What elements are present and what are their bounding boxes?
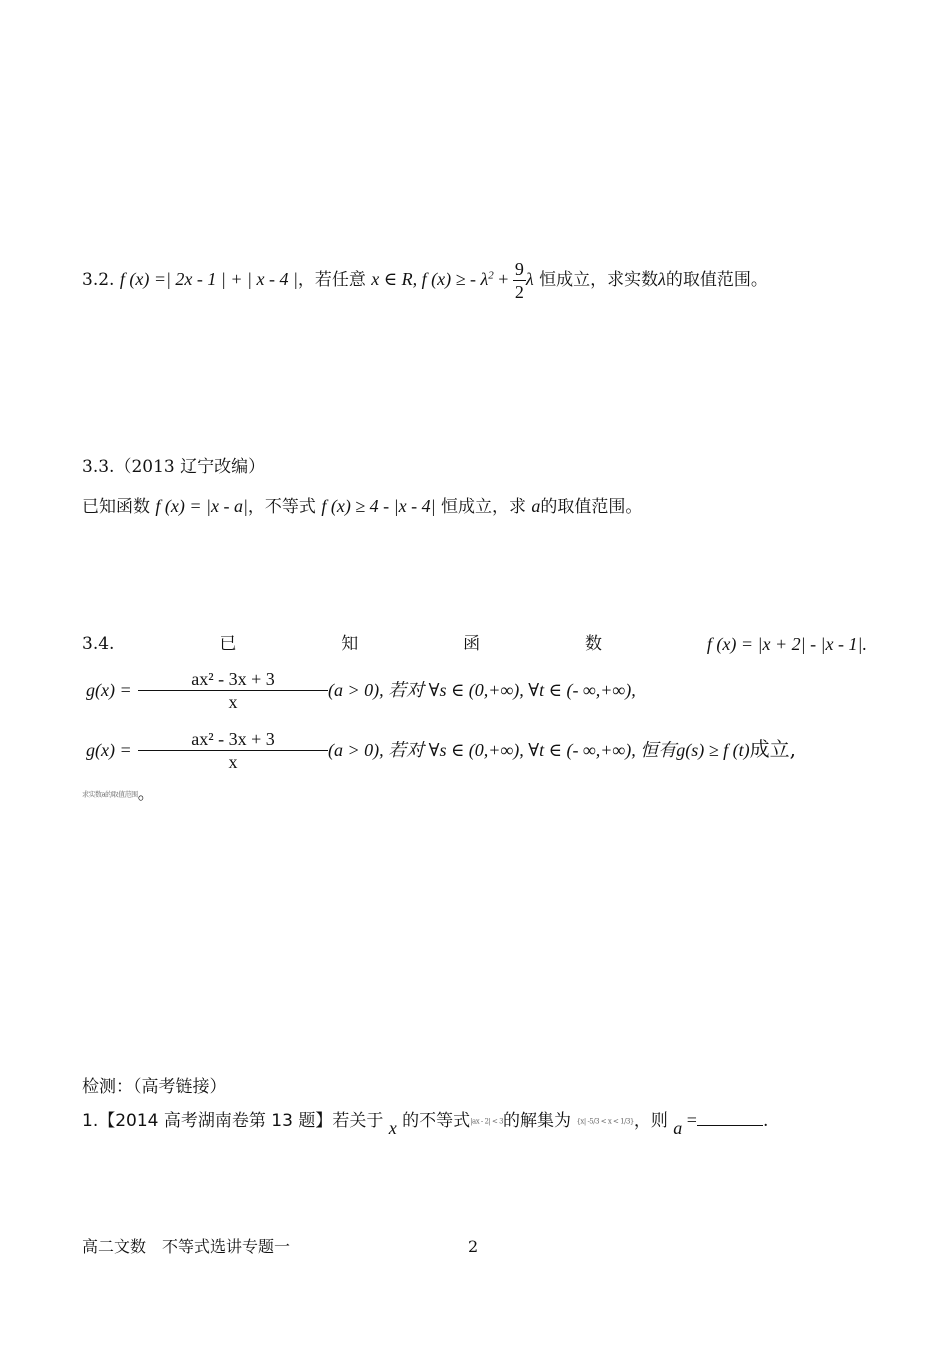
check-question-1	[82, 1108, 769, 1138]
function-definition: f (x) =| 2x - 1 | + | x - 4 |	[119, 269, 298, 289]
lambda-symbol: λ	[525, 269, 534, 289]
solution-set-image: {x| -5/3 < x < 1/3}	[576, 1117, 634, 1126]
question-text: 的解集为	[503, 1111, 572, 1131]
g-condition: (a > 0), 若对 ∀s ∈ (0,+∞), ∀t ∈ (- ∞,+∞),	[327, 680, 636, 700]
g-condition: (a > 0), 若对 ∀s ∈ (0,+∞), ∀t ∈ (- ∞,+∞), 恒有	[327, 740, 677, 760]
inequality: f (x) ≥ 4 - |x - 4|	[321, 496, 436, 516]
problem-3-3-header: 3.3.（2013 辽宁改编）	[82, 457, 266, 477]
g-fraction	[138, 728, 328, 773]
check-section-title: 检测：（高考链接）	[82, 1077, 227, 1097]
problem-text: 已知函数	[82, 497, 150, 517]
g-fraction	[138, 668, 328, 713]
fraction-nine-halves	[513, 258, 526, 303]
problem-number: 3.4.	[82, 634, 115, 654]
period: 。	[137, 784, 155, 804]
page-number: 2	[468, 1237, 479, 1256]
problem-word: 函	[463, 634, 481, 654]
problem-number: 3.2.	[82, 270, 115, 290]
variable-a: a	[531, 496, 541, 516]
g-label: g(x) =	[86, 740, 132, 760]
problem-text: ，不等式	[247, 497, 316, 517]
problem-3-4-ending	[82, 782, 155, 807]
question-text: 的不等式	[402, 1111, 471, 1131]
function-definition: f (x) = |x - a|	[155, 496, 248, 516]
problem-text: 的取值范围。	[540, 497, 643, 517]
problem-word: 已	[219, 634, 237, 654]
problem-3-3-body	[82, 494, 642, 519]
problem-word: 知	[341, 634, 359, 654]
problem-text: 恒成立，求实数	[539, 270, 659, 290]
problem-word: 数	[585, 634, 603, 654]
plus-sign: +	[493, 269, 513, 289]
condition: x ∈ R, f (x) ≥ - λ	[371, 269, 489, 289]
problem-3-4-header	[82, 632, 867, 656]
g-numerator: ax² - 3x + 3	[138, 728, 328, 751]
g-denominator: x	[228, 752, 238, 772]
g-definition-1	[86, 668, 636, 713]
question-source: 【2014 高考湖南卷第 13 题】	[98, 1111, 333, 1131]
question-number: 1.	[82, 1111, 99, 1131]
problem-text: 恒成立，求	[440, 497, 526, 517]
question-text: 若关于	[332, 1111, 384, 1131]
problem-text: 的取值范围。	[665, 270, 768, 290]
footer-title: 高二文数 不等式选讲专题一	[82, 1237, 291, 1256]
problem-3-2	[82, 258, 768, 303]
variable-a: a	[673, 1118, 683, 1138]
fraction-numerator: 9	[514, 259, 524, 279]
faint-text: 求实数a的取值范围	[82, 790, 138, 799]
g-definition-2	[86, 728, 796, 773]
g-denominator: x	[228, 692, 238, 712]
equals-sign: =	[682, 1110, 697, 1130]
problem-text: ，若任意	[297, 270, 366, 290]
answer-blank[interactable]	[697, 1111, 763, 1126]
period: .	[762, 1111, 769, 1131]
g-label: g(x) =	[86, 680, 132, 700]
g-numerator: ax² - 3x + 3	[138, 668, 328, 691]
exponent: 2	[488, 269, 494, 282]
inequality-image: |ax - 2| < 3	[470, 1117, 504, 1126]
variable-x: x	[388, 1118, 397, 1138]
g-inequality: g(s) ≥ f (t)	[676, 740, 750, 760]
function-definition: f (x) = |x + 2| - |x - 1|.	[706, 634, 867, 654]
question-text: ，则	[633, 1111, 668, 1131]
problem-text: 成立,	[749, 737, 796, 761]
fraction-denominator: 2	[514, 282, 524, 302]
lambda-symbol: λ	[658, 269, 666, 289]
